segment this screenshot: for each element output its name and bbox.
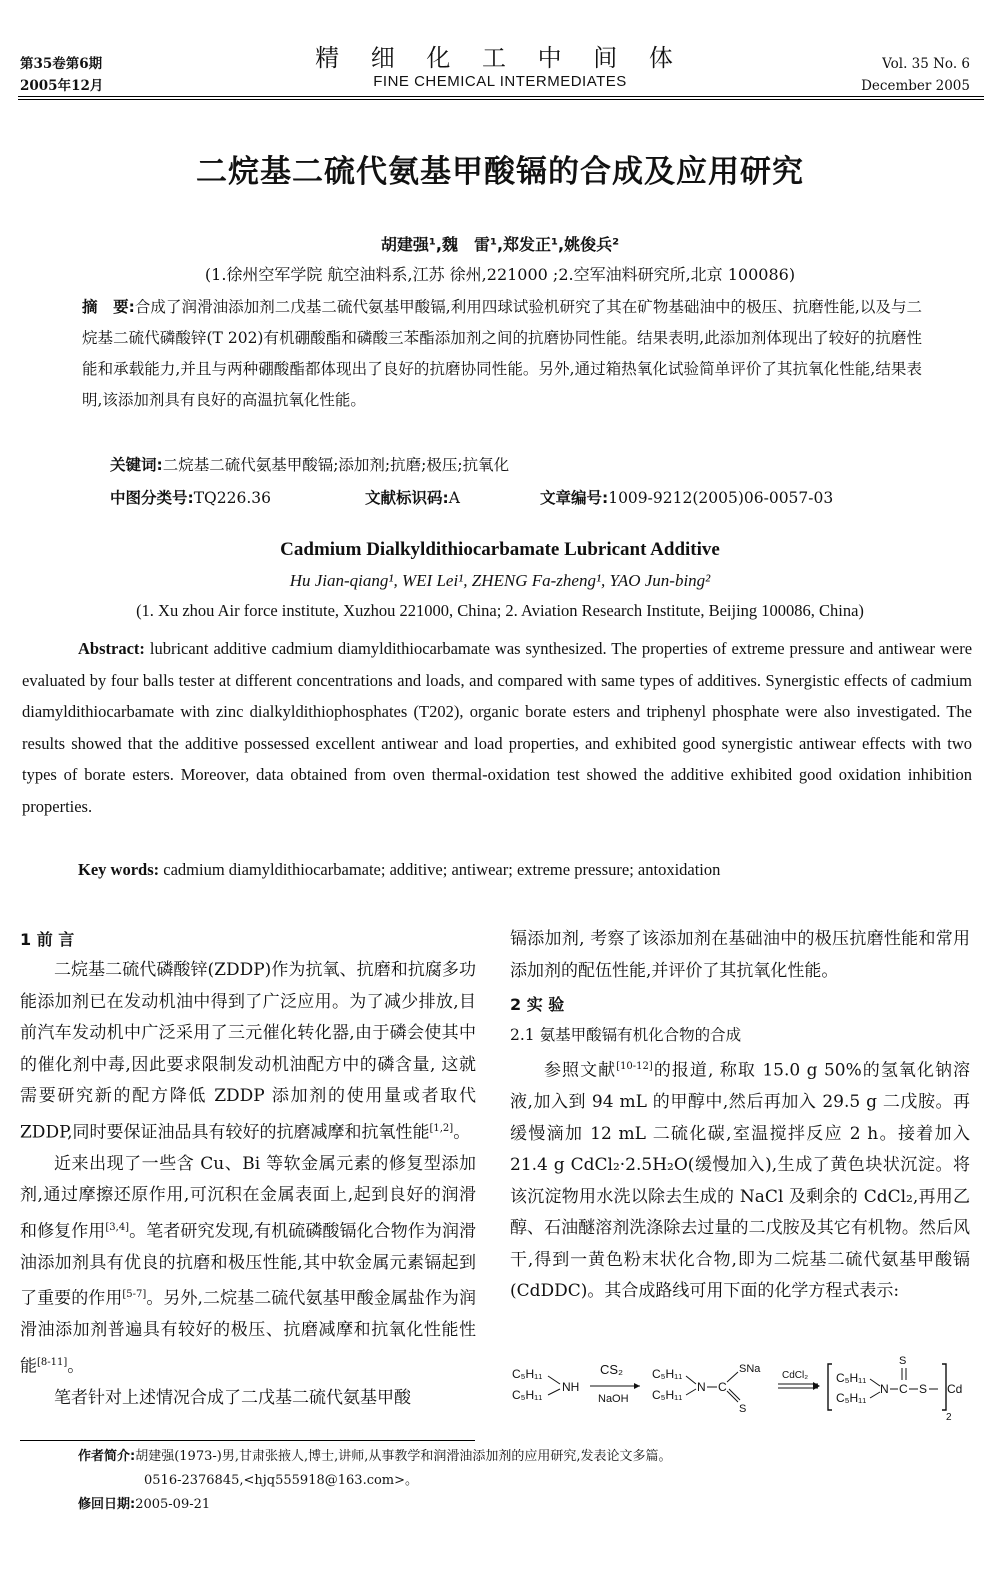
header-rule-thin: [18, 99, 984, 100]
product-cd: Cd: [947, 1382, 963, 1396]
english-affiliation: (1. Xu zhou Air force institute, Xuzhou 221000, China; 2. Aviation Research Institute, Beijing 100086, China): [136, 601, 864, 620]
product-alkyl-1: C₅H₁₁: [836, 1371, 867, 1385]
author-bio-text: 胡建强(1973-)男,甘肃张掖人,博士,讲师,从事教学和润滑油添加剂的应用研究,发表论文多篇。: [135, 1449, 672, 1464]
product-thione-s: S: [899, 1355, 907, 1367]
product-s: S: [919, 1382, 928, 1396]
author-contact: 0516-2376845,<hjq555918@163.com>。: [144, 1473, 419, 1488]
section-2-heading: 2 实 验: [510, 995, 565, 1014]
section-2-1-heading: 2.1 氨基甲酸镉有机化合物的合成: [510, 1026, 742, 1044]
paragraph-2: 近来出现了一些含 Cu、Bi 等软金属元素的修复型添加剂,通过摩擦还原作用,可沉积在金属表面上,起到良好的润滑和修复作用[3,4]。笔者研究发现,有机硫磷酸镉化合物作为润滑油添加剂具有优良的抗磨和极压性能,其中软金属元素镉起到了重要的作用[5-7]。另外,二烷基二硫代氨基甲酸金属盐作为润滑油添加剂普遍具有较好的极压、抗磨减摩和抗氧化性能性能[8-11]。: [20, 1153, 477, 1377]
revision-date-value: 2005-09-21: [135, 1497, 211, 1512]
keywords-cn-text: 二烷基二硫代氨基甲酸镉;添加剂;抗磨;极压;抗氧化: [162, 456, 510, 474]
english-authors: Hu Jian-qiang¹, WEI Lei¹, ZHENG Fa-zheng¹, YAO Jun-bing²: [289, 571, 711, 590]
keywords-cn-label: 关键词:: [110, 456, 163, 474]
english-abstract-label: Abstract:: [78, 639, 145, 658]
reagent-cdcl2: CdCl₂: [782, 1370, 809, 1381]
paragraph-1: 二烷基二硫代磷酸锌(ZDDP)作为抗氧、抗磨和抗腐多功能添加剂已在发动机油中得到了广泛应用。为了减少排放,目前汽车发动机中广泛采用了三元催化转化器,由于磷会使其中的催化剂中毒,因此要求限制发动机油配方中的磷含量, 这就需要研究新的配方降低 ZDDP 添加剂的使用量或者取代 ZDDP,同时要保证油品具有较好的抗磨减摩和抗氧性能[1,2]。: [20, 960, 476, 1143]
paragraph-4: 参照文献[10-12]的报道, 称取 15.0 g 50%的氢氧化钠溶液,加入到 94 mL 的甲醇中,然后再加入 29.5 g 二戊胺。再缓慢滴加 12 mL 二硫化碳,室温搅拌反应 2 h。接着加入 21.4 g CdCl₂·2.5H₂O(缓慢加入),生成了黄色块状沉淀。将该沉淀物用水洗以除去生成的 NaCl 及剩余的 CdCl₂,再用乙醇、石油醚溶剂洗涤除去过量的二戊胺及其它有机物。然后风干,得到一黄色粉末状化合物,即为二烷基二硫代氨基甲酸镉(CdDDC)。其合成路线可用下面的化学方程式表示:: [510, 1060, 971, 1302]
classification-line: [110, 486, 930, 508]
article-number-label: 文章编号:: [540, 489, 609, 507]
english-keywords-label: Key words:: [78, 860, 160, 879]
synthesis-reaction-scheme: [510, 1352, 980, 1422]
product-subscript-2: 2: [946, 1412, 952, 1422]
header-rule: [18, 96, 984, 97]
revision-date-label: 修回日期:: [78, 1497, 136, 1512]
english-abstract: [22, 633, 972, 822]
section-1-heading: 1 前 言: [20, 930, 75, 949]
authors-cn: 胡建强¹,魏 雷¹,郑发正¹,姚俊兵²: [380, 235, 620, 254]
affiliation-cn: (1.徐州空军学院 航空油料系,江苏 徐州,221000 ;2.空军油料研究所,北京 100086): [204, 265, 796, 284]
author-bio-label: 作者简介:: [78, 1449, 136, 1464]
date-en: December 2005: [861, 78, 970, 94]
footnote: [78, 1445, 672, 1517]
intermediate-c: C: [718, 1380, 727, 1394]
doc-code-label: 文献标识码:: [365, 489, 449, 507]
amine-nh: NH: [562, 1380, 580, 1394]
intermediate-sna: SNa: [739, 1363, 761, 1375]
revision-date: [78, 1493, 672, 1517]
english-keywords: [78, 860, 720, 880]
author-bio: [78, 1445, 672, 1469]
citation-1-2: [1,2]: [429, 1122, 454, 1134]
paragraph-3-continued: 镉添加剂, 考察了该添加剂在基础油中的极压抗磨性能和常用添加剂的配伍性能,并评价了其抗氧化性能。: [510, 929, 970, 981]
journal-name-en: FINE CHEMICAL INTERMEDIATES: [373, 73, 627, 90]
doc-code: A: [448, 489, 460, 507]
reactant-alkyl-1: C₅H₁₁: [512, 1367, 543, 1381]
abstract-cn-label: 摘 要:: [82, 298, 135, 316]
body-left-column: [20, 924, 476, 1415]
english-title: Cadmium Dialkyldithiocarbamate Lubricant Additive: [280, 539, 720, 560]
reagent-cs2: CS₂: [600, 1362, 624, 1377]
volume-en: Vol. 35 No. 6: [882, 56, 970, 72]
product-c: C: [899, 1382, 908, 1396]
date-cn: 2005年12月: [20, 78, 104, 94]
intermediate-alkyl-1: C₅H₁₁: [652, 1367, 683, 1381]
english-keywords-text: cadmium diamyldithiocarbamate; additive; antiwear; extreme pressure; antoxidation: [163, 860, 721, 879]
journal-name-cn: 精 细 化 工 中 间 体: [315, 44, 685, 72]
product-n: N: [880, 1382, 889, 1396]
citation-5-7: [5-7]: [122, 1289, 147, 1301]
clc-label: 中图分类号:: [110, 489, 194, 507]
product-alkyl-2: C₅H₁₁: [836, 1391, 867, 1405]
body-right-column: [510, 924, 970, 1308]
abstract-cn-text: 合成了润滑油添加剂二戊基二硫代氨基甲酸镉,利用四球试验机研究了其在矿物基础油中的极压、抗磨性能,以及与二烷基二硫代磷酸锌(T 202)有机硼酸酯和磷酸三苯酯添加剂之间的抗磨协同性能。结果表明,此添加剂体现出了较好的抗磨性能和承载能力,并且与两种硼酸酯都体现出了良好的抗磨协同性能。另外,通过箱热氧化试验简单评价了其抗氧化性能,结果表明,该添加剂具有良好的高温抗氧化性能。: [82, 298, 923, 409]
english-abstract-text: lubricant additive cadmium diamyldithiocarbamate was synthesized. The properties of extreme pressure and antiwear were evaluated by four balls tester at different concentrations and loads, and compared with same types of additives. Synergistic effects of cadmium diamyldithiocarbamate with zinc dialkyldithiophosphates (T202), organic borate esters and triphenyl phosphate were also investigated. The results showed that the additive possessed excellent antiwear and load properties, and exhibited good synergistic antiwear effects with two types of borate esters. Moreover, data obtained from oven thermal-oxidation test showed the additive exhibited good oxidation inhibition properties.: [22, 639, 973, 816]
issue-info-en: [861, 53, 970, 97]
citation-10-12: [10-12]: [616, 1061, 653, 1072]
intermediate-alkyl-2: C₅H₁₁: [652, 1388, 683, 1402]
citation-8-11: [8-11]: [37, 1356, 68, 1368]
journal-name: [0, 44, 1000, 92]
footnote-rule: [20, 1440, 475, 1441]
keywords-cn: [110, 453, 509, 475]
intermediate-n: N: [697, 1380, 706, 1394]
reagent-naoh: NaOH: [598, 1393, 629, 1405]
paragraph-3-start: 笔者针对上述情况合成了二戊基二硫代氨基甲酸: [54, 1388, 411, 1409]
volume-cn: 第35卷第6期: [20, 56, 103, 72]
article-number: 1009-9212(2005)06-0057-03: [608, 489, 834, 507]
paper-title: 二烷基二硫代氨基甲酸镉的合成及应用研究: [196, 154, 804, 190]
reactant-alkyl-2: C₅H₁₁: [512, 1388, 543, 1402]
abstract-cn: [82, 292, 922, 416]
citation-3-4: [3,4]: [105, 1221, 130, 1233]
intermediate-s: S: [739, 1403, 747, 1415]
clc-number: TQ226.36: [193, 489, 271, 507]
